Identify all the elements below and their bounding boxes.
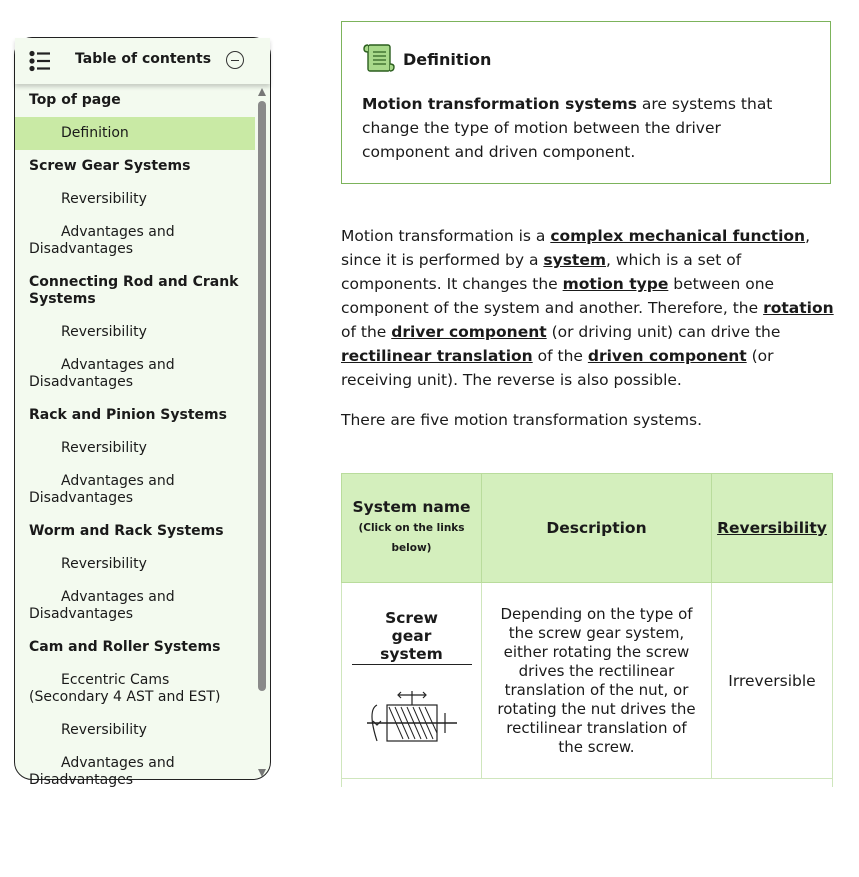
toc-header: [15, 38, 270, 84]
header-system-name-label: System name: [352, 498, 471, 516]
table-of-contents-panel: [14, 37, 271, 788]
toc-item-rack-and-pinion[interactable]: Rack and Pinion Systems: [29, 407, 227, 423]
scroll-thumb[interactable]: [258, 101, 266, 691]
toc-item-connecting-rod-crank[interactable]: Connecting Rod and Crank Systems: [29, 274, 239, 307]
table-header-row: [341, 473, 833, 583]
para-text: between one component of the system and another. Therefore, the: [341, 275, 775, 317]
link-motion-type[interactable]: motion type: [562, 275, 669, 293]
scroll-down-arrow-icon[interactable]: [258, 769, 266, 777]
link-system[interactable]: system: [543, 251, 607, 269]
collapse-icon[interactable]: [226, 51, 244, 69]
toc-item-advantages[interactable]: Advantages and Disadvantages: [29, 473, 175, 506]
toc-item-advantages[interactable]: Advantages and Disadvantages: [29, 224, 175, 257]
toc-item-definition[interactable]: Definition: [15, 117, 255, 150]
description-text: Depending on the type of the screw gear system, either rotating the screw drives the rectilinear translation of the nut, or rotating the nut drives the rectilinear translation of the screw.: [497, 604, 696, 756]
definition-text: [362, 92, 782, 164]
intro-paragraph: [341, 224, 836, 392]
link-driver-component[interactable]: driver component: [391, 323, 547, 341]
toc-item-reversibility[interactable]: Reversibility: [61, 191, 147, 207]
toc-item-advantages[interactable]: Advantages and Disadvantages: [29, 589, 175, 622]
link-rectilinear-translation[interactable]: rectilinear translation: [341, 347, 533, 365]
para-text: (or driving unit) can drive the: [546, 323, 781, 341]
para-text: of the: [532, 347, 588, 365]
para-text: Motion transformation is a: [341, 227, 551, 245]
list-icon: [29, 50, 51, 72]
definition-term: Motion transformation systems: [362, 95, 637, 113]
cell-description: [482, 583, 712, 778]
table-row-partial: [341, 779, 833, 787]
header-system-name: [342, 474, 482, 582]
cell-system: [342, 583, 482, 778]
definition-title: Definition: [403, 50, 492, 69]
toc-item-screw-gear-systems[interactable]: Screw Gear Systems: [29, 158, 191, 174]
link-driven-component[interactable]: driven component: [587, 347, 747, 365]
header-reversibility[interactable]: [712, 474, 832, 582]
para-text: , since it is performed by a: [341, 227, 811, 269]
para-text: of the: [341, 323, 392, 341]
toc-item-reversibility[interactable]: Reversibility: [61, 556, 147, 572]
screw-gear-diagram-icon: [357, 683, 467, 753]
toc-item-reversibility[interactable]: Reversibility: [61, 440, 147, 456]
reversibility-value: Irreversible: [728, 671, 816, 690]
toc-title: Table of contents: [75, 51, 212, 67]
link-screw-gear-system[interactable]: Screw gear system: [352, 609, 472, 665]
definition-box: [341, 21, 831, 184]
five-systems-paragraph: There are five motion transformation systems.: [341, 411, 703, 429]
header-description-label: Description: [546, 519, 647, 537]
cell-reversibility: [712, 583, 832, 778]
toc-item-advantages[interactable]: Advantages and Disadvantages: [29, 755, 175, 788]
header-reversibility-link[interactable]: Reversibility: [717, 519, 827, 537]
toc-item-top-of-page[interactable]: Top of page: [29, 92, 121, 108]
para-text: , which is a set of components. It changes the: [341, 251, 742, 293]
link-complex-mechanical-function[interactable]: complex mechanical function: [550, 227, 806, 245]
systems-table: [341, 473, 833, 787]
definition-body: are systems that change the type of motion between the driver component and driven component.: [362, 95, 773, 161]
toc-item-cam-and-roller[interactable]: Cam and Roller Systems: [29, 639, 221, 655]
toc-item-eccentric-cams[interactable]: Eccentric Cams (Secondary 4 AST and EST): [29, 672, 221, 705]
table-row: [341, 583, 833, 779]
toc-item-worm-and-rack[interactable]: Worm and Rack Systems: [29, 523, 224, 539]
link-rotation[interactable]: rotation: [763, 299, 834, 317]
toc-list: [15, 84, 255, 788]
toc-item-reversibility[interactable]: Reversibility: [61, 722, 147, 738]
para-text: (or receiving unit). The reverse is also possible.: [341, 347, 774, 389]
toc-item-advantages[interactable]: Advantages and Disadvantages: [29, 357, 175, 390]
toc-scrollbar[interactable]: [257, 88, 267, 777]
scroll-up-arrow-icon[interactable]: [258, 88, 266, 96]
header-system-note: (Click on the links below): [358, 522, 465, 554]
toc-item-reversibility[interactable]: Reversibility: [61, 324, 147, 340]
header-description: [482, 474, 712, 582]
scroll-document-icon: [362, 42, 396, 74]
